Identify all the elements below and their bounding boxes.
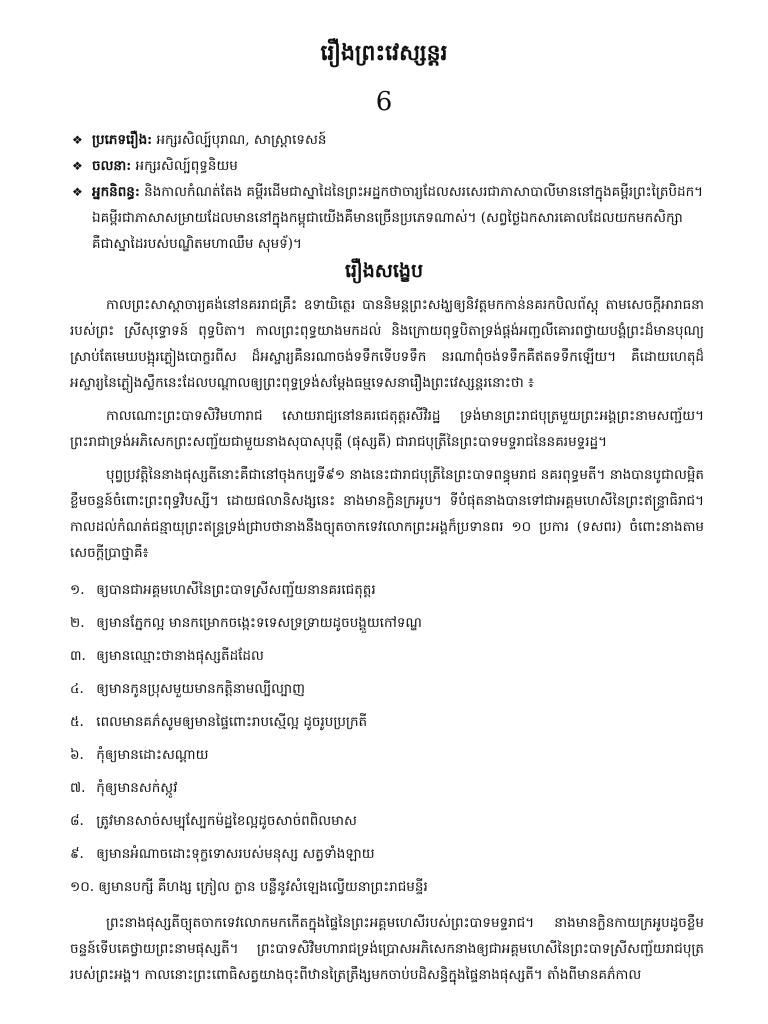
diamond-bullet-icon: ❖ bbox=[72, 185, 83, 199]
list-number: ២. bbox=[70, 615, 85, 631]
diamond-bullet-icon: ❖ bbox=[72, 133, 83, 147]
section-title: រឿងសង្ខេប bbox=[344, 260, 424, 282]
list-text: ឲ្យមានអំណាចដោះទុក្ខទោសរបស់មនុស្ស សត្វទាំងឡាយ bbox=[96, 846, 375, 862]
list-text: ឲ្យមានកូនប្រុសមួយមានកត្តិនាមល្បីល្បាញ bbox=[96, 681, 305, 697]
list-text: កុំឲ្យមានដោះសណ្ដាយ bbox=[96, 747, 209, 763]
diamond-bullet-icon: ❖ bbox=[72, 159, 83, 173]
paragraph: កាលណោះព្រះបាទសិវិមហារាជ សោយរាជ្យនៅនគរជេតុត្តរសីវិរដ្ឋ ទ្រង់មានព្រះរាជបុត្រមួយព្រះអង្គព្រះនាមសញ្ជ័យ។ ព្រះរាជាទ្រង់អភិសេកព្រះសញ្ជ័យជាមួយនាងសុបាសុបុត្តី (ផុស្សតី) ជារាជបុត្រីនៃព្រះបាទមទ្ទរាជនៃនគរមទ្ទរដ្ឋ។ bbox=[70, 408, 704, 450]
story-body bbox=[70, 292, 704, 995]
page-number: 6 bbox=[375, 87, 393, 117]
list-item bbox=[70, 739, 704, 772]
list-text: ឲ្យមានភ្នែកល្អ មានកម្រោកចង្កេះទទេសទ្រទ្រាយដូចបង្គួយកៅទណ្ឌ bbox=[96, 615, 422, 631]
list-text: កុំឲ្យមានសក់ស្កូវ bbox=[96, 780, 178, 796]
meta-author bbox=[70, 179, 704, 257]
list-number: ៥. bbox=[70, 714, 84, 730]
meta-text: និងកាលកំណត់តែង គម្ពីរដើមជាស្នាដៃនៃព្រះអដ្ឋកថាចារ្យដែលសរសេរជាភាសាបាលីមាននៅក្នុងគម្ពីរព្រះត្រៃបិដក។ ឯគម្ពីរជាភាសាសម្រាយដែលមាននៅក្នុងកម្ពុជាយើងគឺមានច្រើនប្រភេទណាស់។ (សព្វថ្ងៃឯកសារគោលដែលយកមកសិក្សាគឺជាស្នាដៃរបស់បណ្ឌិតមហាឈឹម សុមទ័)។ bbox=[92, 184, 704, 252]
meta-label: អ្នកនិពន្ធ: bbox=[92, 184, 140, 200]
list-item bbox=[70, 772, 704, 805]
paragraph: កាលព្រះសាស្ដាចារ្យគង់នៅនគររាជគ្រឹះ ឧទាយិត្ថេរ បាននិមន្តព្រះសង្ឃឲ្យនិវត្តមកកាន់នគរកបិលព័ស្ដុ តាមសេចក្ដីអារាធនារបស់ព្រះ ស្រីសុទ្ធោទន៍ ពុទ្ធបិតា។ កាលព្រះពុទ្ធយាងមកដល់ និងក្រោយពុទ្ធបិតាទ្រង់ផ្តង់អញ្ជលីគោរពថ្វាយបង្គំព្រះដ៏មានបុណ្យស្រាប់តែមេឃបង្អុរភ្លៀងបោក្ខរពីស ដ៏អស្ចារ្យគឺនរណាចង់ទទឹកទើបទទឹក នរណាពុំចង់ទទឹកគឺឥតទទឹកឡើយ។ គឺដោយហេតុដ៏អស្ចារ្យនៃភ្លៀងស្លឹកនេះដែលបណ្ដាលឲ្យព្រះពុទ្ធទ្រង់សម្ដែងធម្មទេសនារឿងព្រះវេស្សន្តរនោះថា ៖ bbox=[70, 297, 704, 391]
list-item bbox=[70, 838, 704, 871]
list-item bbox=[70, 607, 704, 640]
meta-genre bbox=[70, 127, 704, 153]
list-item bbox=[70, 805, 704, 838]
list-number: ៩. bbox=[70, 846, 84, 862]
list-number: ៧. bbox=[70, 780, 86, 796]
list-text: ត្រូវមានសាច់សម្បុស្បែកម៉ដ្ឋខៃល្អដូចសាច់ពពិលមាស bbox=[96, 813, 357, 829]
meta-text: អក្សរសិល្ប៍ពុទ្ធនិយម bbox=[131, 158, 238, 174]
list-item bbox=[70, 640, 704, 673]
list-number: ៨. bbox=[70, 813, 84, 829]
meta-label: ចលនា: bbox=[92, 158, 132, 174]
list-text: ឲ្យបានជាអគ្គមហេសីនៃព្រះបាទស្រីសញ្ជ័យនានគរជេតុត្តរ bbox=[96, 582, 376, 598]
meta-movement bbox=[70, 153, 704, 179]
metadata-list bbox=[70, 127, 704, 257]
list-item bbox=[70, 706, 704, 739]
list-item bbox=[70, 574, 704, 607]
list-text: ឲ្យមានឈ្មោះថានាងផុស្សតីដដែល bbox=[96, 648, 264, 664]
list-item bbox=[70, 871, 704, 904]
list-number: ១០. bbox=[70, 879, 95, 895]
list-number: ១. bbox=[70, 582, 85, 598]
document-title: រឿងព្រះវេស្សន្តរ bbox=[320, 40, 448, 66]
list-number: ៦. bbox=[70, 747, 84, 763]
list-item bbox=[70, 673, 704, 706]
list-number: ៣. bbox=[70, 648, 86, 664]
closing-paragraph: ព្រះនាងផុស្សតីច្យុតចាកទេវលោកមកកើតក្នុងផ្ទៃនៃព្រះអគ្គមហេសីរបស់ព្រះបាទមទ្ទរាជ។ នាងមានក្លិនកាយក្រអូបដូចខ្លឹមចន្ទន៍ទើបគេថ្វាយព្រះនាមផុស្សតី។ ព្រះបាទសិវិមហារាជទ្រង់ប្រោសអភិសេកនាងឲ្យជាអគ្គមហេសីនៃព្រះបាទស្រីសញ្ជ័យរាជបុត្រ របស់ព្រះអង្គ។ កាលនោះព្រះពោធិសត្វយាងចុះពីឋានត្រៃត្រឹង្សមកចាប់បដិសន្ធិក្នុងផ្ទៃនាងផុស្សតី។ តាំងពីមានគភ៌កាល bbox=[70, 915, 704, 983]
meta-text: អក្សរសិល្ប៍បុរាណ, សាស្ត្រាទេសន៍ bbox=[152, 132, 327, 148]
list-text: ពេលមានគភ៌សូមឲ្យមានផ្ទៃពោះរាបស្មើល្អ ដូចរូបប្រក្រតី bbox=[96, 714, 368, 730]
meta-label: ប្រភេទរឿង: bbox=[92, 132, 153, 148]
paragraph: បុព្វប្រវត្តិនៃនាងផុស្សតីនោះគឺជានៅចុងកប្បទី៩១ នាងនេះជារាជបុត្រីនៃព្រះបាទពន្ធុមរាជ នគរពុទ្ធមតី។ នាងបានបូជាលម្អិតខ្លឹមចន្ទន៍ចំពោះព្រះពុទ្ធវិបស្សី។ ដោយផលានិសង្សនេះ នាងមានក្លិនក្រអូប។ ទីបំផុតនាងបានទៅជាអគ្គមហេសីនៃព្រះឥន្ទ្រាធិរាជ។ កាលដល់កំណត់ជន្មាយុព្រះឥន្ទ្រទ្រង់ជ្រាបថានាងនឹងច្យុតចាកទេវលោកព្រះអង្គក៏ប្រទានពរ ១០ ប្រការ (ទសពរ) ចំពោះនាងតាមសេចក្ដីប្រាថ្នាគឺ៖ bbox=[70, 467, 704, 561]
list-number: ៤. bbox=[70, 681, 84, 697]
wishes-list bbox=[70, 574, 704, 904]
list-text: ឲ្យមានបក្សី គឺហង្ស ក្រៀល ក្ងាន បន្លឺនូវសំឡេងល្វើយនាព្រះរាជមន្ទីរ bbox=[98, 879, 428, 895]
